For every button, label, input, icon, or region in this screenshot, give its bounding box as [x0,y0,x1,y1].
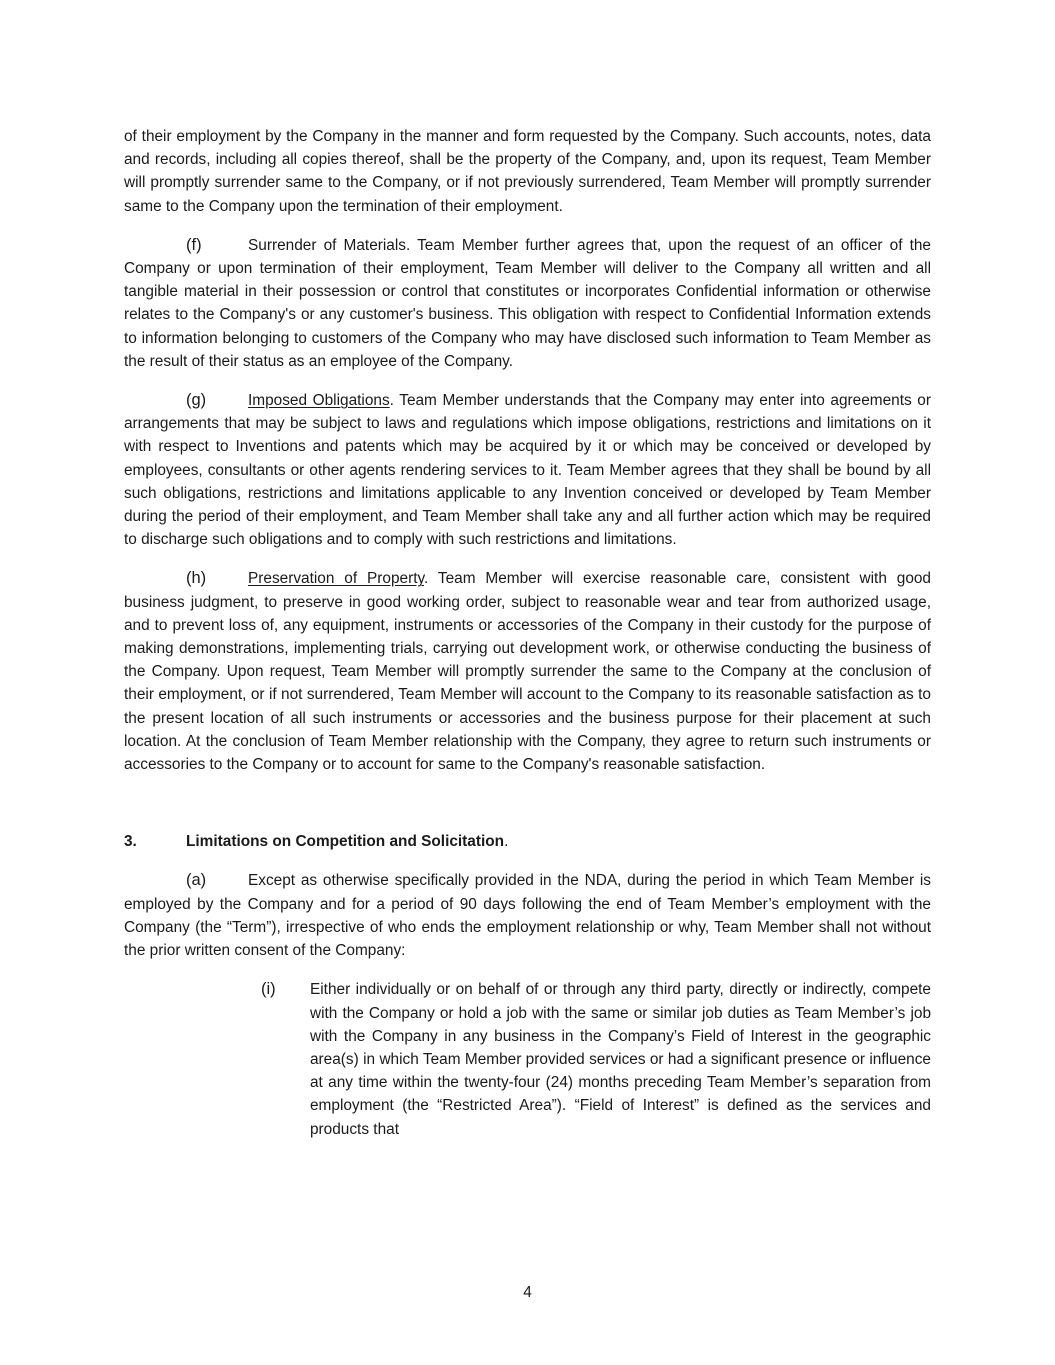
paragraph-h [124,567,931,776]
section-3-heading [124,830,931,853]
paragraph-g-title: Imposed Obligations [248,392,390,410]
paragraph-3a-i-text: Either individually or on behalf of or through any third party, directly or indirectly, compete with the Company or hold a job with the same or similar job duties as Team Member’s job with the Company in any business in the Company’s Field of Interest in the geographic area(s) in which Team Member provided services or had a significant presence or influence at any time within the twenty-four (24) months preceding Team Member’s separation from employment (the “Restricted Area”). “Field of Interest” is defined as the services and products that [310,981,931,1138]
paragraph-f-text: . Team Member further agrees that, upon the request of an officer of the Company or upon termination of their employment, Team Member will deliver to the Company all written and all tangible material in their possession or control that constitutes or incorporates Confidential information or otherwise relates to the Company's or any customer's business. This obligation with respect to Confidential Information extends to information belonging to customers of the Company who may have disclosed such information to Team Member as the result of their status as an employee of the Company. [124,236,931,370]
paragraph-3a-i-label: (i) [261,980,276,999]
paragraph-f-title: Surrender of Materials [248,236,406,254]
paragraph-h-label: (h) [186,569,207,588]
paragraph-3a-text: Except as otherwise specifically provided in the NDA, during the period in which Team Member is employed by the Company and for a period of 90 days following the end of Team Member’s employment with the Company (the “Term”), irrespective of who ends the employment relationship or why, Team Member shall not without the prior written consent of the Company: [124,872,931,960]
section-3-tail: . [504,833,509,851]
page-number: 4 [523,1284,532,1301]
paragraph-g-text: . Team Member understands that the Company may enter into agreements or arrangements that may be subject to laws and regulations which impose obligations, restrictions and limitations on it with respect to Inventions and patents which may be acquired by it or which may be conceived or developed by employees, consultants or other agents rendering services to it. Team Member agrees that they shall be bound by all such obligations, restrictions and limitations applicable to any Invention conceived or developed by Team Member during the period of their employment, and Team Member shall take any and all further action which may be required to discharge such obligations and to comply with such restrictions and limitations. [124,392,931,549]
paragraph-g-label: (g) [186,391,207,410]
section-3-number: 3. [124,833,137,851]
paragraph-f-label: (f) [186,235,202,254]
document-body [124,125,931,1157]
paragraph-3a-i [124,978,931,1140]
paragraph-3a [124,869,931,962]
paragraph-h-text: . Team Member will exercise reasonable care, consistent with good business judgment, to preserve in good working order, subject to reasonable wear and tear from authorized usage, and to prevent loss of, any equipment, instruments or accessories of the Company in their custody for the purpose of making demonstrations, implementing trials, carrying out development work, or otherwise conducting the business of the Company. Upon request, Team Member will promptly surrender the same to the Company at the conclusion of their employment, or if not surrendered, Team Member will account to the Company to its reasonable satisfaction as to the present location of all such instruments or accessories and the business purpose for their placement at such location. At the conclusion of Team Member relationship with the Company, they agree to return such instruments or accessories to the Company or to account for same to the Company's reasonable satisfaction. [124,570,931,774]
paragraph-g [124,389,931,551]
paragraph-h-title: Preservation of Property [248,570,425,588]
section-3-title: Limitations on Competition and Solicitation [186,833,505,851]
paragraph-f [124,234,931,373]
paragraph-3a-label: (a) [186,871,207,890]
continuation-paragraph: of their employment by the Company in the manner and form requested by the Company. Such accounts, notes, data and records, including all copies thereof, shall be the property of the Company, and, upon its request, Team Member will promptly surrender same to the Company, or if not previously surrendered, Team Member will promptly surrender same to the Company upon the termination of their employment. [124,128,931,215]
